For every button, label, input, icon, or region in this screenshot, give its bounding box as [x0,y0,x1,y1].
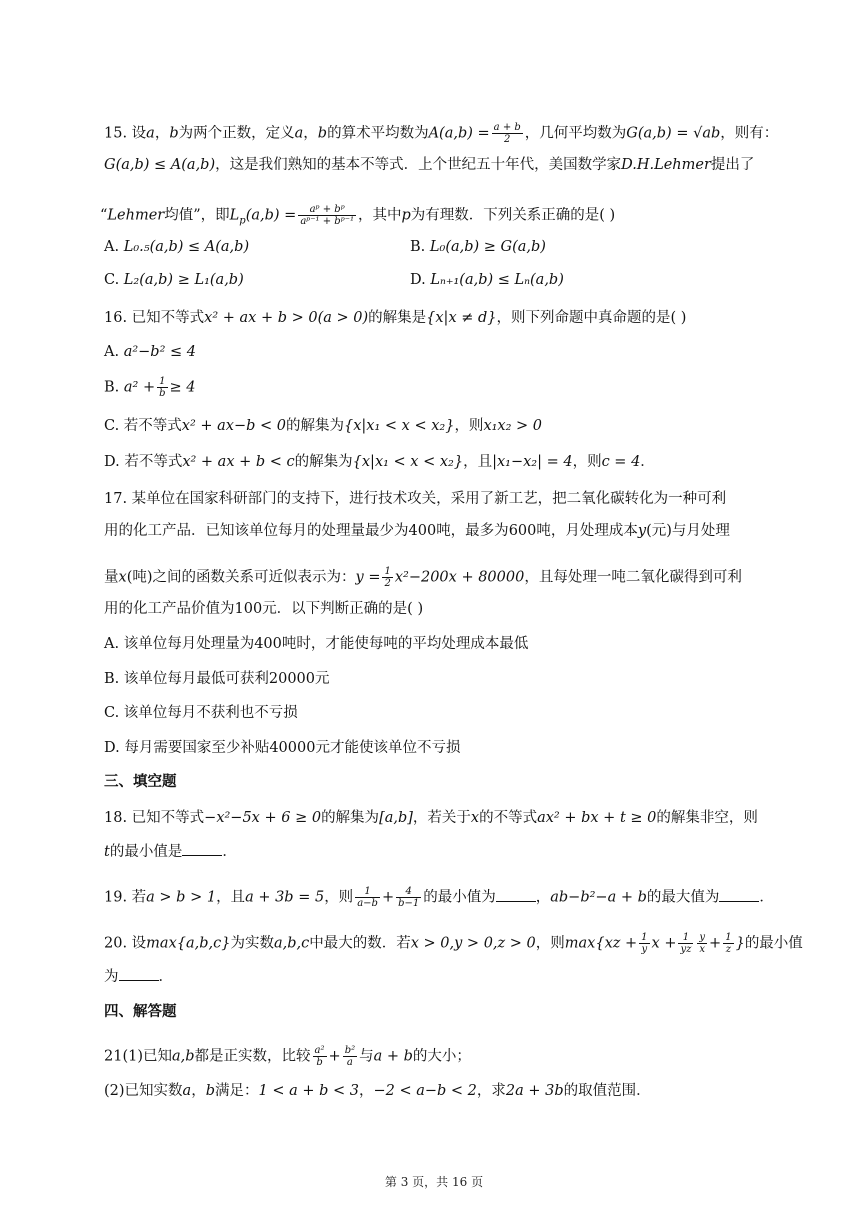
numerator: a² [314,1045,325,1056]
text: ． [640,454,655,470]
q17-option-a [104,634,528,654]
number: 600 [508,523,537,539]
answer-blank[interactable] [119,966,159,981]
heading-text: 三、填空题 [104,773,177,790]
denominator: b−1 [398,898,420,909]
text: 20. 设 [104,935,147,952]
math: x² + ax−b < 0 [181,418,287,434]
text: 中最大的数．若 [309,935,411,952]
math: x [470,810,480,826]
number: 20000 [268,671,316,687]
answer-blank[interactable] [719,887,759,902]
math: } [735,935,745,952]
math: a,b [172,1048,195,1065]
text: ， [535,889,551,906]
numerator: 1 [641,932,648,943]
text: ． [222,844,237,860]
math: |x₁−x₂| = 4 [492,454,573,470]
text: 为 [104,969,119,985]
text: ， [303,125,318,142]
q15-option-b [410,237,546,257]
math: x² + ax + b < c [182,454,295,470]
text: D. 每月需要国家至少补贴 [104,740,270,756]
text: ，则有： [720,125,779,142]
q21-line1 [104,1045,471,1068]
math: a [146,125,155,142]
denominator: b [316,1057,323,1068]
q17-option-b [104,669,330,689]
denominator: b [159,388,166,399]
math: x²−200x + 80000 [394,569,525,586]
math: {x|x ≠ d} [426,310,497,326]
text: 的不等式 [479,810,538,826]
q20-line2 [104,966,173,987]
math: t [104,844,110,860]
section-heading-fill-in [104,772,177,792]
denominator: yz [680,944,692,955]
numerator: a + b [493,122,521,133]
q16-stem [104,308,686,328]
math: a [294,125,304,142]
math: b [205,1083,215,1099]
text: (2) [104,1083,125,1099]
math: A(a,b) = [428,125,490,142]
text: 19. 若 [104,889,147,906]
math: x + [651,935,677,952]
math: x₁x₂ > 0 [483,418,543,434]
math: y = [355,569,381,586]
text: 的大小； [412,1048,471,1065]
text: ． [158,969,173,985]
text: 的解集非空，则 [656,810,758,826]
text: 16. 已知不等式 [104,310,205,326]
numerator: 1 [725,932,732,943]
text: 吨，月处理成本 [536,523,638,539]
text: 的解集为 [294,454,353,470]
numerator: aᵖ + bᵖ [298,204,356,216]
text: 的取值范围． [563,1083,651,1099]
math: [a,b] [379,810,413,826]
text: 量 [104,569,119,586]
fraction [697,932,707,955]
q15-line1 [104,122,778,145]
text: C. 若不等式 [104,418,182,434]
option-label: A. [104,344,120,360]
text: 用的化工产品价值为 [104,601,235,617]
option-label: B. [104,379,120,396]
q21-line2 [104,1081,651,1101]
text: ，则 [454,418,484,434]
text: 已知实数 [124,1083,183,1099]
numerator: 4 [396,886,421,898]
text: 元才能使该单位不亏损 [315,740,461,756]
text: ，求 [476,1083,506,1099]
text: 的最小值为 [423,889,496,906]
math: −2 < a−b < 2 [373,1083,477,1099]
q15-option-c [104,270,244,290]
math: 1 < a + b < 3 [258,1083,359,1099]
option-label: D. [410,272,426,288]
math: max [564,935,596,952]
text: ，几何平均数为 [524,125,627,142]
text: 为实数 [230,935,274,952]
text: “ [100,207,108,224]
q15-option-a [104,237,249,257]
text: 18. 已知不等式 [104,810,205,826]
math: G(a,b) ≤ A(a,b) [104,157,216,173]
text: 与 [359,1048,374,1065]
text: (元)与月处理 [646,523,730,539]
numerator: 1 [384,566,391,577]
option-label: B. [410,239,426,255]
fraction [355,886,380,909]
math: b [169,125,179,142]
answer-blank[interactable] [182,841,222,856]
q17-option-d [104,738,460,758]
math: a,b,c [273,935,310,952]
text: 吨，最多为 [436,523,509,539]
q15-line2 [104,155,754,175]
math: + [709,935,722,952]
math: ≥ 4 [169,379,196,396]
math: max{a,b,c} [146,935,231,952]
text: 提出了 [710,157,755,173]
number: 400 [408,523,437,539]
math: a [182,1083,192,1099]
text: ，若关于 [412,810,471,826]
fraction [639,932,649,955]
text: 的最大值为 [646,889,720,906]
heading-text: 四、解答题 [104,1003,177,1020]
text: 为有理数．下列关系正确的是( ) [410,207,616,224]
denominator: a−b [357,898,378,909]
text: ，且 [216,889,246,906]
option-label: C. [104,272,120,288]
fraction [157,376,167,399]
math: x² + ax + b > 0(a > 0) [204,310,369,326]
text: C. 该单位每月不获利也不亏损 [104,705,298,721]
option-label: A. [104,239,120,255]
fraction [382,566,392,589]
math: G(a,b) = √ab [626,125,721,142]
denominator: a [346,1057,353,1068]
text: 用的化工产品．已知该单位每月的处理量最少为 [104,523,409,539]
text: 的解集为 [286,418,345,434]
fraction [678,932,693,955]
q20-line1 [104,932,803,955]
text: ，则 [572,454,602,470]
q15-option-d [410,270,564,290]
denominator: 2 [384,578,391,589]
math: {x|x₁ < x < x₂} [352,454,464,470]
text: ， [191,1083,206,1099]
math: ax² + bx + t ≥ 0 [537,810,657,826]
numerator: y [699,932,706,943]
text: 17. 某单位在国家科研部门的支持下，进行技术攻关，采用了新工艺，把二氧化碳转化为一种可利 [104,491,727,507]
q16-option-b [104,376,195,399]
q17-line3 [104,566,742,589]
math: a > b > 1 [146,889,217,906]
text: 为两个正数，定义 [178,125,295,142]
text: ，则下列命题中真命题的是( ) [496,310,687,326]
math: Lehmer [107,207,165,224]
math: (a,b) = [245,207,297,224]
math: a² + [123,379,156,396]
number: 400 [254,636,282,652]
q17-line2 [104,521,730,541]
math: c = 4 [601,454,641,470]
subscript: p [239,215,246,227]
q17-option-c [104,703,298,723]
q17-line1 [104,489,726,509]
text: D. 若不等式 [104,454,183,470]
denominator: x [699,944,706,955]
text: 元 [315,671,330,687]
math: −x²−5x + 6 ≥ 0 [204,810,322,826]
text: ，则 [535,935,565,952]
text: 15. 设 [104,125,147,142]
math: L₀(a,b) ≥ G(a,b) [429,239,546,255]
numerator: 1 [678,932,693,944]
math: D.H.Lehmer [621,157,711,173]
q18-line1 [104,808,758,828]
number: 21 [104,1048,123,1065]
fraction [396,886,421,909]
math: a²−b² ≤ 4 [123,344,196,360]
text: ， [358,1083,374,1099]
text: A. 该单位每月处理量为 [104,636,255,652]
q18-line2 [104,841,237,862]
numerator: b² [344,1045,356,1056]
numerator: 1 [157,376,167,388]
math: a + 3b = 5 [245,889,325,906]
math: + [328,1048,341,1065]
math: x > 0,y > 0,z > 0 [410,935,536,952]
text: 已知 [143,1048,172,1065]
numerator: 1 [355,886,380,898]
text: ， [154,125,170,142]
math: p [401,207,411,224]
fraction [343,1045,357,1068]
math: 2a + 3b [505,1083,564,1099]
text: 吨时，才能使每吨的平均处理成本最低 [281,636,529,652]
text: ，则 [324,889,354,906]
math: L₂(a,b) ≥ L₁(a,b) [123,272,244,288]
math: Lₙ₊₁(a,b) ≤ Lₙ(a,b) [430,272,564,288]
text: B. 该单位每月最低可获利 [104,671,269,687]
math: ab−b²−a + b [550,889,647,906]
q16-option-c [104,416,542,436]
denominator: aᵖ⁻¹ + bᵖ⁻¹ [300,216,354,227]
text: ，且 [463,454,493,470]
text: 的最小值是 [109,844,183,860]
math: {xz + [595,935,638,952]
fraction [723,932,733,955]
denominator: y [641,944,648,955]
text: 的最小值 [744,935,803,952]
math: y [637,523,647,539]
answer-blank[interactable] [496,887,536,902]
text: ，其中 [357,207,402,224]
section-heading-solutions [104,1002,177,1022]
q16-option-a [104,342,196,362]
text: 满足： [215,1083,259,1099]
math: a + b [373,1048,413,1065]
math: L [229,207,240,224]
math: L₀.₅(a,b) ≤ A(a,b) [123,239,250,255]
text: 的解集为 [321,810,380,826]
text: 的算术平均数为 [327,125,429,142]
text: ，且每处理一吨二氧化碳得到可利 [524,569,742,586]
fraction [313,1045,327,1068]
text: 的解集是 [368,310,427,326]
text: 元．以下判断正确的是( ) [262,601,424,617]
text: (吨)之间的函数关系可近似表示为： [126,569,356,586]
text: ，这是我们熟知的基本不等式．上个世纪五十年代，美国数学家 [215,157,622,173]
q19-line [104,886,774,909]
text: (1) [122,1048,143,1065]
denominator: z [725,944,732,955]
number: 100 [234,601,263,617]
q16-option-d [104,452,655,472]
q15-line3 [100,204,615,231]
math: {x|x₁ < x < x₂} [344,418,455,434]
q17-line4 [104,599,423,619]
text: 均值”，即 [164,207,230,224]
denominator: 2 [504,134,511,145]
fraction [298,204,356,227]
number: 40000 [269,740,316,756]
fraction [492,122,523,145]
page-footer: 第 3 页，共 16 页 [384,1175,484,1189]
math: + [381,889,395,906]
math: x [118,569,127,586]
math: b [317,125,328,142]
text: ． [759,889,774,906]
text: 都是正实数，比较 [194,1048,311,1065]
